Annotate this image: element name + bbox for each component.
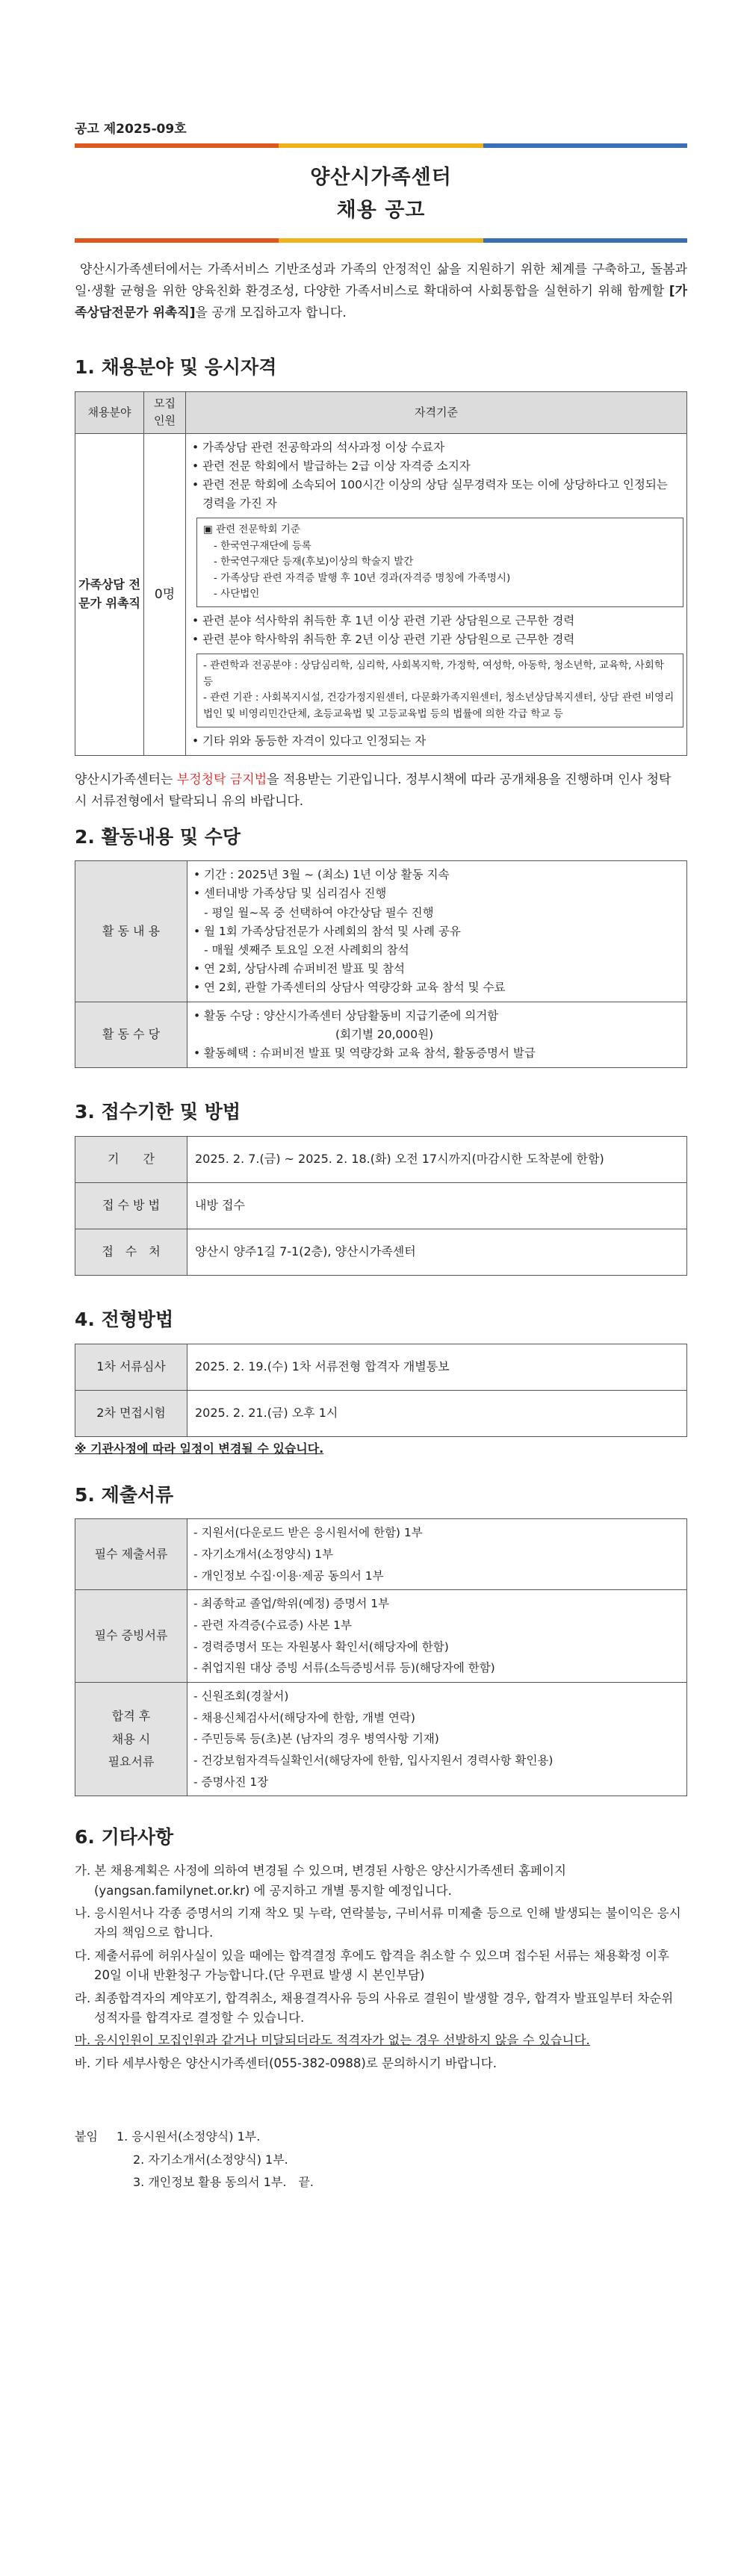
section1-heading: 1. 채용분야 및 응시자격 — [75, 356, 277, 379]
section5-heading: 5. 제출서류 — [75, 1483, 174, 1506]
screening-table: 1차 서류심사 2025. 2. 19.(수) 1차 서류전형 합격자 개별통보 2차 면접시험 2025. 2. 21.(금) 오후 1시 — [75, 1344, 687, 1437]
activity-table — [75, 860, 687, 1068]
other-notes: 가. 본 채용계획은 사정에 의하여 변경될 수 있으며, 변경된 사항은 양산시가족센터 홈페이지(yangsan.familynet.or.kr) 에 공지하고 개별 통지할 예정입니다. 나. 응시원서나 각종 증명서의 기재 착오 및 누락, 연락불능, 구비서류 미제출 등으로 인해 발생되는 불이익은 응시자의 책임으로 합니다. 다. 제출서류에 허위사실이 있을 때에는 합격결정 후에도 합격을 취소할 수 있으며 접수된 서류는 채용확정 이후 20일 이내 반환청구 가능합니다.(단 우편료 발생 시 본인부담) 라. 최종합격자의 계약포기, 합격취소, 채용결격사유 등의 사유로 결원이 발생할 경우, 합격자 발표일부터 차순위 성적자를 합격자로 결정할 수 있습니다. 마. 응시인원이 모집인원과 같거나 미달되더라도 적격자가 없는 경우 선발하지 않을 수 있습니다. 바. 기타 세부사항은 양산시가족센터(055-382-0988)로 문의하시기 바랍니다. — [75, 1863, 681, 2070]
academy-criteria-box: ▣ 관련 전문학회 기준 - 한국연구재단에 등록 - 한국연구재단 등재(후보)이상의 학술지 발간 - 가족상담 관련 자격증 발행 후 10년 경과(자격증 명칭에 가족명시) - 사단법인 — [196, 518, 683, 607]
section2-heading: 2. 활동내용 및 수당 — [75, 825, 241, 848]
qualification-table — [75, 391, 687, 756]
section6-heading: 6. 기타사항 — [75, 1826, 174, 1849]
section3-heading: 3. 접수기한 및 방법 — [75, 1101, 241, 1123]
section4-heading: 4. 전형방법 — [75, 1309, 174, 1331]
col-qual: 자격기준 — [186, 392, 687, 434]
pay-cell: • 활동 수당 : 양산시가족센터 상담활동비 지급기준에 의거함 (회기별 20,000원) • 활동혜택 : 슈퍼비전 발표 및 역량강화 교육 참석, 활동증명서 발급 — [187, 1002, 687, 1068]
notice-number: 공고 제2025-09호 — [75, 122, 187, 137]
application-table: 기 간 2025. 2. 7.(금) ~ 2025. 2. 18.(화) 오전 17시까지(마감시한 도착분에 한함) 접 수 방 법 내방 접수 접 수 처 양산시 양주1길 7-1(2층), 양산시가족센터 — [75, 1136, 687, 1276]
attachments: 붙임 1. 응시원서(소정양식) 1부. 2. 자기소개서(소정양식) 1부. 3. 개인정보 활용 동의서 1부. 끝. — [75, 2129, 314, 2189]
related-field-box: - 관련학과 전공분야 : 상담심리학, 심리학, 사회복지학, 가정학, 여성학, 아동학, 청소년학, 교육학, 사회학 등 - 관련 기관 : 사회복지시설, 건강가정지원센터, 다문화가족지원센터, 청소년상담복지센터, 상담 관련 비영리법인 및 비영리민간단체, 초등교육법 및 고등교육법 등의 법률에 의한 각급 학교 등 — [196, 654, 683, 727]
title-line1: 양산시가족센터 — [310, 166, 452, 190]
integrity-notice: 양산시가족센터는 부정청탁 금지법을 적용받는 기관입니다. 정부시책에 따라 공개채용을 진행하며 인사 청탁 시 서류전형에서 탈락되니 유의 바랍니다. — [75, 772, 672, 809]
title-line2: 채용 공고 — [336, 198, 426, 222]
pay-label: 활 동 수 당 — [75, 1002, 187, 1068]
recruit-count: 0명 — [144, 433, 186, 755]
title-block — [75, 148, 687, 238]
color-bar-bottom — [75, 238, 687, 243]
qualification-cell: • 가족상담 관련 전공학과의 석사과정 이상 수료자 • 관련 전문 학회에서 발급하는 2급 이상 자격증 소지자 • 관련 전문 학회에 소속되어 100시간 이상의 상담 실무경력자 또는 이에 상당하다고 인정되는 경력을 가진 자 ▣ 관련 전문학회 기준 - 한국연구재단에 등록 - 한국연구재단 등재(후보)이상의 학술지 발간 - 가족상담 관련 자격증 발행 후 10년 경과(자격증 명칭에 가족명시) - 사단법인 • 관련 분야 석사학위 취득한 후 1년 이상 관련 기관 상담원으로 근무한 경력 • 관련 분야 학사학위 취득한 후 2년 이상 관련 기관 상담원으로 근무한 경력 - 관련학과 전공분야 : 상담심리학, 심리학, 사회복지학, 가정학, 여성학, 아동학, 청소년학, 교육학, 사회학 등 - 관련 기관 : 사회복지시설, 건강가정지원센터, 다문화가족지원센터, 청소년상담복지센터, 상담 관련 비영리법인 및 비영리민간단체, 초등교육법 및 고등교육법 등의 법률에 의한 각급 학교 등 • 기타 위와 동등한 자격이 있다고 인정되는 자 — [186, 433, 687, 755]
color-bar-top — [75, 143, 687, 148]
col-count: 모집 인원 — [144, 392, 186, 434]
intro-highlight: [가족상담전문가 위촉직] — [75, 283, 687, 320]
schedule-note: ※ 기관사정에 따라 일정이 변경될 수 있습니다. — [75, 1441, 324, 1456]
col-field: 채용분야 — [75, 392, 144, 434]
intro-paragraph: 양산시가족센터에서는 가족서비스 기반조성과 가족의 안정적인 삶을 지원하기 위한 체계를 구축하고, 돌봄과 일·생활 균형을 위한 양육친화 환경조성, 다양한 가족서비스로 확대하여 사회통합을 실현하기 위해 함께할 [가족상담전문가 위촉직]을 공개 모집하고자 합니다. — [75, 261, 687, 320]
activity-cell: • 기간 : 2025년 3월 ~ (최소) 1년 이상 활동 지속 • 센터내방 가족상담 및 심리검사 진행 - 평일 월~목 중 선택하여 야간상담 필수 진행 • 월 1회 가족상담전문가 사례회의 참석 및 사례 공유 - 매월 셋째주 토요일 오전 사례회의 참석 • 연 2회, 상담사례 슈퍼비전 발표 및 참석 • 연 2회, 관할 가족센터의 상담사 역량강화 교육 참석 및 수료 — [187, 861, 687, 1002]
activity-label: 활 동 내 용 — [75, 861, 187, 1002]
field-name: 가족상담 전문가 위촉직 — [75, 433, 144, 755]
documents-table: 필수 제출서류 - 지원서(다운로드 받은 응시원서에 한함) 1부 - 자기소개서(소정양식) 1부 - 개인정보 수집·이용·제공 동의서 1부 필수 증빙서류 - 최종학교 졸업/학위(예정) 증명서 1부 - 관련 자격증(수료증) 사본 1부 - 경력증명서 또는 자원봉사 확인서(해당자에 한함) - 취업지원 대상 증빙 서류(소득증빙서류 등)(해당자에 한함) 합격 후 채용 시 필요서류 - 신원조회(경찰서) - 채용신체검사서(해당자에 한함, 개별 연락) - 주민등록 등(초)본 (남자의 경우 병역사항 기재) - 건강보험자격득실확인서(해당자에 한함, 입사지원서 경력사항 확인용) - 증명사진 1장 — [75, 1518, 687, 1796]
